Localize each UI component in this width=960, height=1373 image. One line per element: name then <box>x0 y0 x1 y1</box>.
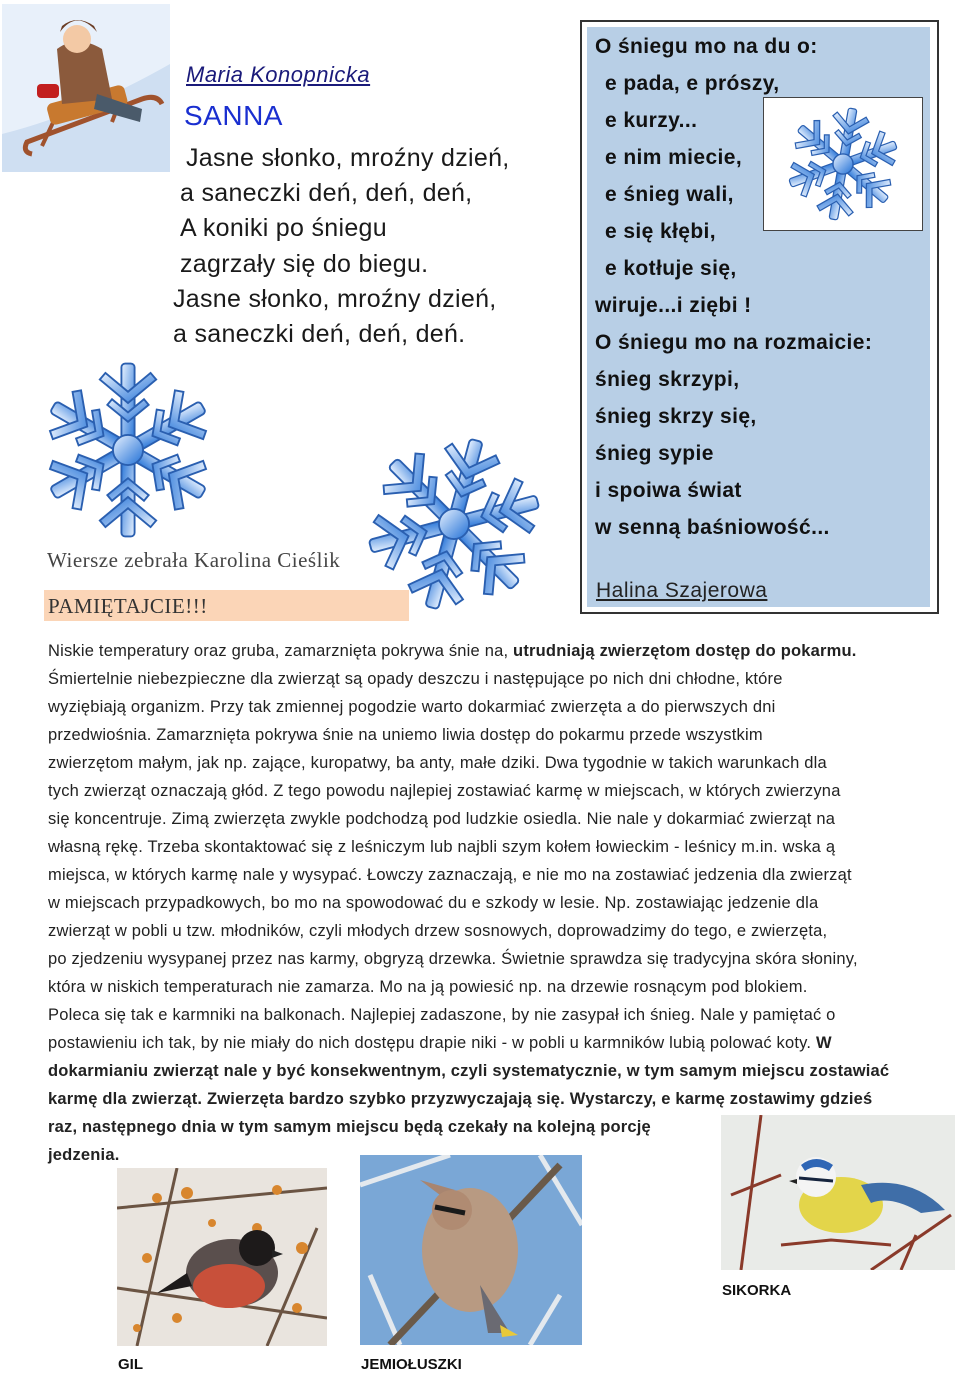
poem-line: Jasne słonko, mroźny dzień, <box>186 144 510 172</box>
poem-line: a saneczki deń, deń, deń, <box>180 179 473 207</box>
remember-banner-text: PAMIĘTAJCIE!!! <box>48 594 208 618</box>
article-line: w miejscach przypadkowych, bo mo na spowodować du e szkody w lesie. Np. zostawiając jedzenie dla <box>48 894 819 912</box>
poem-line: zagrzały się do biegu. <box>180 250 429 278</box>
bullfinch-photo <box>117 1168 327 1346</box>
poem-line: A koniki po śniegu <box>180 214 387 242</box>
compiler-credit: Wiersze zebrała Karolina Cieślik <box>47 548 341 572</box>
article-line: raz, następnego dnia w tym samym miejscu będą czekały na kolejną porcję <box>48 1118 651 1136</box>
caption-jemioluszki: JEMIOŁUSZKI <box>361 1356 462 1373</box>
article-line: Niskie temperatury oraz gruba, zamarznięta pokrywa śnie na, utrudniają zwierzętom dostęp do pokarmu. <box>48 642 857 660</box>
article-line: Śmiertelnie niebezpieczne dla zwierząt są opady deszczu i następujące po nich dni chłodne, które <box>48 670 783 688</box>
poem-line: O śniegu mo na rozmaicie: <box>595 331 873 354</box>
blue-tit-photo <box>721 1115 955 1270</box>
article-line: tych zwierząt oznaczają głód. Z tego powodu najlepiej zostawiać karmę w miejscach, w których zwierzyna <box>48 782 841 800</box>
article-line: się koncentruje. Zimą zwierzęta zwykle podchodzą pod ludzkie osiedla. Nie nale y dokarmiać zwierząt na <box>48 810 836 828</box>
poem-title-sanna: SANNA <box>184 100 283 131</box>
poem-line: e kotłuje się, <box>605 257 737 280</box>
article-line: zwierzętom małym, jak np. zające, kuropatwy, ba anty, małe dziki. Dwa tygodnie w takich warunkach dla <box>48 754 827 772</box>
article-line: wyziębiają organizm. Przy tak zmiennej pogodzie warto dokarmiać zwierzęta a do pierwszych dni <box>48 698 776 716</box>
article-line: miejsca, w których karmę nale y wysypać. Łowczy zaznaczają, e nie mo na zostawiać jedzenia dla zwierząt <box>48 866 852 884</box>
article-line: karmę dla zwierząt. Zwierzęta bardzo szybko przyzwyczajają się. Wystarczy, e karmę zostawimy gdzieś <box>48 1090 873 1108</box>
article-line: własną rękę. Trzeba skontaktować się z leśniczym lub najbli szym kołem łowieckim - leśnicy m.in. wska ą <box>48 838 836 856</box>
poem-line: śnieg skrzypi, <box>595 368 740 391</box>
poem-line: śnieg sypie <box>595 442 714 465</box>
article-line: jedzenia. <box>48 1146 120 1164</box>
article-line: po zjedzeniu wysypanej przez nas karmy, obgryzą drzewka. Świetnie sprawdza się tradycyjna skóra słoniny, <box>48 950 858 968</box>
poem-line: e nim miecie, <box>605 146 743 169</box>
poem-line: e pada, e prószy, <box>605 72 780 95</box>
article-line: przedwiośnia. Zamarznięta pokrywa śnie na uniemo liwia dostęp do pokarmu przede wszystkim <box>48 726 763 744</box>
article-line: dokarmianiu zwierząt nale y być konsekwentnym, czyli systematycznie, w tym samym miejscu zostawiać <box>48 1062 890 1080</box>
article-line: Poleca się tak e karmniki na balkonach. Najlepiej zadaszone, by nie zasypał ich śnieg. Nale y pamiętać o <box>48 1006 836 1024</box>
sled-child-illustration <box>2 4 170 172</box>
poem-line: e się kłębi, <box>605 220 717 243</box>
poem-line: Jasne słonko, mroźny dzień, <box>173 285 497 313</box>
snowflake-icon <box>34 356 222 544</box>
snowflake-icon <box>764 98 922 230</box>
poem-line: wiruje...i ziębi ! <box>595 294 752 317</box>
poem-line: i spoiwa świat <box>595 479 742 502</box>
poem-line: e kurzy... <box>605 109 698 132</box>
article-line: zwierząt w pobli u tzw. młodników, czyli młodych drzew sosnowych, doprowadzimy do tego, e zwierzęta, <box>48 922 828 940</box>
poem-line: e śnieg wali, <box>605 183 734 206</box>
waxwing-photo <box>360 1155 582 1345</box>
caption-sikorka: SIKORKA <box>722 1282 792 1299</box>
caption-gil: GIL <box>118 1356 143 1373</box>
poem-author-konopnicka: Maria Konopnicka <box>186 62 371 87</box>
poem-line: w senną baśniowość... <box>595 516 830 539</box>
snowflake-frame <box>763 97 923 231</box>
article-line: postawieniu ich tak, by nie miały do nich dostępu drapie niki - w pobli u karmników lubią polować koty. W <box>48 1034 832 1052</box>
poem-line: śnieg skrzy się, <box>595 405 757 428</box>
poem-line: a saneczki deń, deń, deń. <box>173 320 466 348</box>
article-line: która w niskich temperaturach nie zamarza. Mo na ją powiesić np. na drzewie rosnącym pod blokiem. <box>48 978 808 996</box>
poem-author-szajerowa: Halina Szajerowa <box>596 579 768 602</box>
poem-line: O śniegu mo na du o: <box>595 35 818 58</box>
